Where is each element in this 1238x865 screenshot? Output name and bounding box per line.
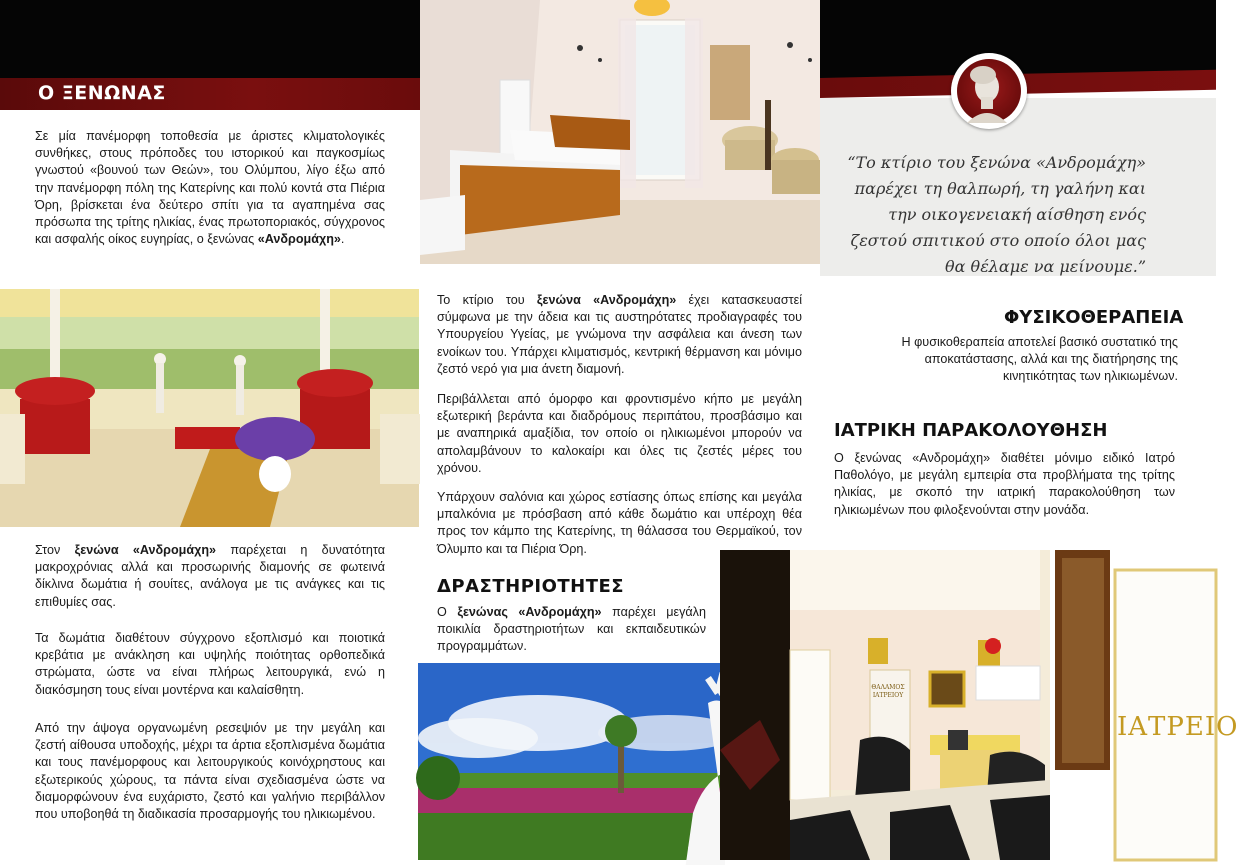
intro-suffix: .: [340, 232, 345, 247]
lounge-photo: [0, 289, 419, 527]
clinic-photo: [720, 550, 1216, 860]
rooms-paragraph: Τα δωμάτια διαθέτουν σύγχρονο εξοπλισμό και ποιοτικά κρεβάτια με ανάκληση και υψηλής ποιότητας ορθοπεδικά στρώματα, ώστε να είναι πλήρως λειτουργικά, ενώ η διακόσμηση τους είναι μοντέρνα και καλαίσθητη.: [35, 631, 385, 697]
activities-suffix: παρέχει μεγάλη ποικιλία δραστηριοτήτων και εκπαιδευτικών προγραμμάτων.: [437, 605, 706, 654]
bedroom-photo: [420, 0, 820, 264]
section-title-medical: ΙΑΤΡΙΚΗ ΠΑΡΑΚΟΛΟΥΘΗΣΗ: [834, 420, 1108, 441]
clinic-illustration: [720, 550, 1216, 860]
intro-text: Σε μία πανέμορφη τοποθεσία με άριστες κλιματολογικές συνθήκες, στους πρόποδες του ιστορικού και παγκοσμίως γνωστού «βουνού των Θεών», του Ολύμπου, λίγο έξω από την πανέμορφη πόλη της Κατερίνης και πολύ κοντά στα Πιέρια Όρη, βρίσκεται ένα δεύτερο σπίτι για τα αγαπημένα σας πρόσωπα της τρίτης ηλικίας, ένας πρωτοποριακός, σύγχρονος και ασφαλής οίκος ευγηρίας, ο ξενώνας: [35, 129, 385, 247]
medical-paragraph: Ο ξενώνας «Ανδρομάχη» διαθέτει μόνιμο ειδικό Ιατρό Παθολόγο, με μεγάλη εμπειρία στα προβλήματα της τρίτης ηλικίας, με σκοπό την ιατρική παρακολούθηση των ηλικιωμένων που φιλοξενούνται στην μονάδα.: [834, 451, 1175, 517]
building-paragraph: [437, 292, 802, 378]
testimonial-quote: “Το κτίριο του ξενώνα «Ανδρομάχη» παρέχει τη θαλπωρή, τη γαλήνη και την οικογενειακή αίσθηση ενός ζεστού σπιτικού στο οποίο όλοι μας θα θέλαμε να μείνουμε.”: [847, 153, 1146, 276]
activities-paragraph: [437, 604, 706, 656]
section-title-physiotherapy: ΦΥΣΙΚΟΘΕΡΑΠΕΙΑ: [1004, 307, 1184, 328]
section-title-xenonas: Ο ΞΕΝΩΝΑΣ: [38, 82, 166, 104]
garden-paragraph: Περιβάλλεται από όμορφο και φροντισμένο κήπο με μεγάλη εξωτερική βεράντα και διαδρόμους περιπάτου, προσβάσιμο και με αναπηρικά αμαξίδια, τον οποίο οι ηλικιωμένοι μπορούν να απολαμβάνουν το καλοκαίρι και όλες τις ζεστές μέρες του χρόνου.: [437, 392, 802, 475]
activities-bold: ξενώνας «Ανδρομάχη»: [457, 605, 602, 619]
clinic-sign-text: ΙΑΤΡΕΙΟ: [1117, 712, 1238, 742]
stay-suffix: παρέχεται η δυνατότητα μακροχρόνιας αλλά και προσωρινής διαμονής σε φωτεινά δίκλινα δωμάτια ή σουίτες, ανάλογα με τις ανάγκες και τις επιθυμίες σας.: [35, 543, 386, 609]
intro-bold: «Ανδρομάχη»: [257, 232, 341, 247]
stay-bold: ξενώνα «Ανδρομάχη»: [74, 543, 217, 557]
lounge-illustration: [0, 289, 419, 527]
stay-paragraph: [35, 542, 385, 611]
door-sign-text: ΘΑΛΑΜΟΣ ΙΑΤΡΕΙΟΥ: [871, 684, 905, 699]
building-suffix: έχει κατασκευαστεί σύμφωνα με την άδεια και τις αυστηρότατες προδιαγραφές του Υπουργείου Υγείας, με γνώμονα την ασφάλεια και άνεση των ενοίκων του. Υπάρχει κλιματισμός, κεντρική θέρμανση και μόνιμο ζεστό νερό για μια άνετη διαμονή.: [437, 293, 802, 376]
section-title-activities: ΔΡΑΣΤΗΡΙΟΤΗΤΕΣ: [437, 576, 625, 597]
reception-paragraph: Από την άψογα οργανωμένη ρεσεψιόν με την μεγάλη και ζεστή αίθουσα υποδοχής, μέχρι τα άρτια εξοπλισμένα δωμάτια και τους πανέμορφους και λειτουργικούς κοινόχρηστους και εξωτερικούς χώρους, τα πάντα είναι σχεδιασμένα ώστε να διαμορφώνουν ένα ευχάριστο, ζεστό και γαλήνιο περιβάλλον που υποβοηθά τη διαδικασία προσαρμογής του ηλικιωμένου.: [35, 721, 385, 822]
physiotherapy-paragraph: Η φυσικοθεραπεία αποτελεί βασικό συστατικό της αποκατάστασης, αλλά και της διατήρησης της κινητικότητας των ηλικιωμένων.: [901, 335, 1178, 384]
activities-text: Ο: [437, 605, 458, 619]
living-rooms-paragraph: Υπάρχουν σαλόνια και χώρος εστίασης όπως επίσης και μεγάλα μπαλκόνια με πρόσβαση από κάθε δωμάτιο και υπέροχη θέα προς τον κάμπο της Κατερίνης, τη θάλασσα του Θερμαϊκού, τον Όλυμπο και τα Πιέρια Όρη.: [437, 490, 802, 556]
building-bold: ξενώνα «Ανδρομάχη»: [536, 293, 677, 307]
andromache-bust-icon: [957, 59, 1021, 123]
intro-paragraph: [35, 128, 385, 248]
bedroom-illustration: [420, 0, 820, 264]
building-text: Το κτίριο του: [437, 293, 537, 307]
stay-text: Στον: [35, 543, 75, 557]
